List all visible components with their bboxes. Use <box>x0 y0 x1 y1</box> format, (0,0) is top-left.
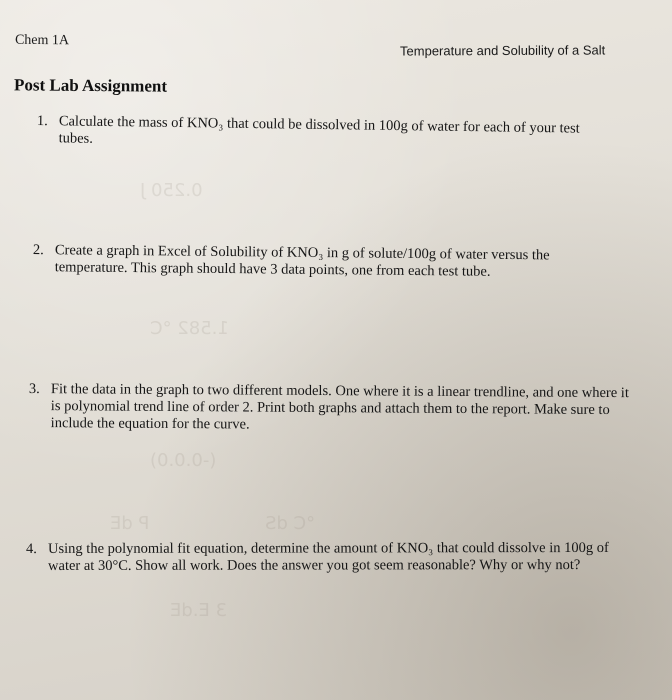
bleed-through-mark: 1.582 °C <box>150 318 229 339</box>
question-3 <box>29 381 629 436</box>
question-number: 2. <box>32 242 44 259</box>
page-heading: Post Lab Assignment <box>13 75 168 96</box>
bleed-through-mark: (-0.0.0) <box>150 450 217 471</box>
document-title: Temperature and Solubility of a Salt <box>399 42 606 59</box>
question-text: Using the polynomial fit equation, determine the amount of KNO₃ that could dissolve in 100g of water at 30°C. Show all work. Does the answer you got seem reasonable? Why or why not? <box>47 539 609 574</box>
bleed-through-mark: P dE <box>110 513 150 534</box>
question-number: 1. <box>36 113 48 130</box>
question-1 <box>37 113 617 155</box>
question-text: Fit the data in the graph to two different models. One where it is a linear trendline, and one where it is polynomial trend line of order 2. Print both graphs and attach them to the report. Make sure to include the equation for the curve. <box>50 381 629 433</box>
question-4 <box>26 540 636 575</box>
question-number: 4. <box>26 540 37 557</box>
question-number: 3. <box>28 381 40 398</box>
question-text: Create a graph in Excel of Solubility of KNO₃ in g of solute/100g of water versus the temperature. This graph should have 3 data points, one from each test tube. <box>54 242 550 280</box>
question-2 <box>33 242 598 282</box>
bleed-through-mark: 0.250 J <box>140 180 203 201</box>
bleed-through-mark: °C dS <box>265 513 316 534</box>
question-text: Calculate the mass of KNO₃ that could be dissolved in 100g of water for each of your test tubes. <box>58 113 580 147</box>
course-label: Chem 1A <box>14 32 70 49</box>
bleed-through-mark: 3 E.dE <box>170 600 228 621</box>
